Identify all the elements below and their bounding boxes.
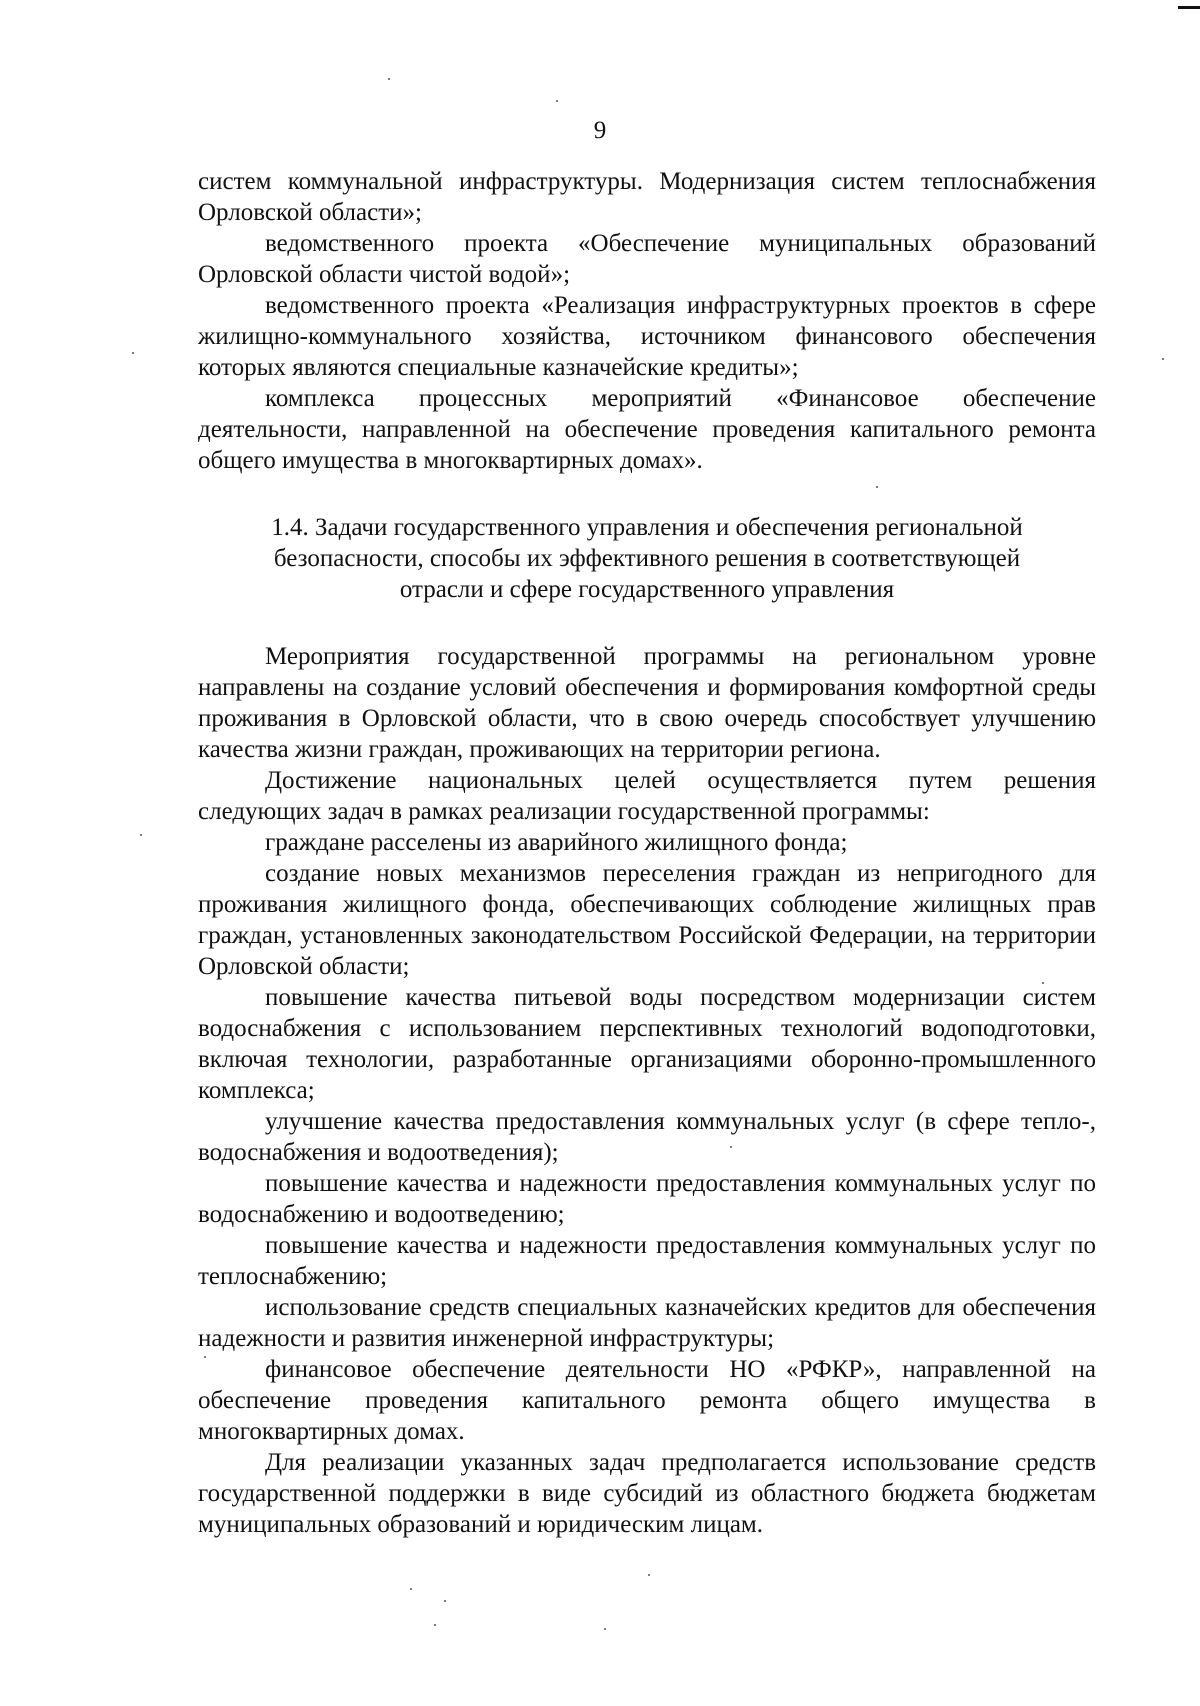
paragraph-6: улучшение качества предоставления коммунальных услуг (в сфере тепло-, водоснабжения и водоотведения); [198, 1108, 1096, 1166]
speck [388, 78, 390, 80]
speck [434, 1624, 436, 1626]
paragraph-top-4: комплекса процессных мероприятий «Финансовое обеспечение деятельности, направленной на обеспечение проведения капитального ремонта общего имущества в многоквартирных домах». [198, 385, 1096, 474]
speck [648, 1574, 650, 1576]
speck [204, 1356, 206, 1358]
speck [556, 100, 558, 102]
paragraph-top-1: систем коммунальной инфраструктуры. Модернизация систем теплоснабжения Орловской области»; [198, 168, 1096, 226]
document-body [198, 166, 1096, 1540]
paragraph-9: использование средств специальных казначейских кредитов для обеспечения надежности и развития инженерной инфраструктуры; [198, 1294, 1096, 1352]
speck [132, 352, 134, 354]
paragraph-5: повышение качества питьевой воды посредством модернизации систем водоснабжения с использованием перспективных технологий водоподготовки, включая технологии, разработанные организациями оборонно-промышленного комплекса; [198, 984, 1096, 1104]
speck [1162, 358, 1164, 360]
paragraph-10: финансовое обеспечение деятельности НО «РФКР», направленной на обеспечение проведения капитального ремонта общего имущества в многоквартирных домах. [198, 1356, 1096, 1445]
scan-edge-mark [1178, 6, 1200, 9]
speck [140, 834, 142, 836]
section-heading [198, 512, 1096, 605]
speck [730, 1146, 732, 1148]
speck [1042, 982, 1044, 984]
paragraph-7: повышение качества и надежности предоставления коммунальных услуг по водоснабжению и водоотведению; [198, 1170, 1096, 1228]
paragraph-top-3: ведомственного проекта «Реализация инфраструктурных проектов в сфере жилищно-коммунального хозяйства, источником финансового обеспечения которых являются специальные казначейские кредиты»; [198, 292, 1096, 381]
paragraph-8: повышение качества и надежности предоставления коммунальных услуг по теплоснабжению; [198, 1232, 1096, 1290]
speck [876, 486, 878, 488]
page-number: 9 [593, 117, 607, 144]
paragraph-1: Мероприятия государственной программы на региональном уровне направлены на создание условий обеспечения и формирования комфортной среды проживания в Орловской области, что в свою очередь способствует улучшению качества жизни граждан, проживающих на территории региона. [198, 643, 1096, 763]
paragraph-11: Для реализации указанных задач предполагается использование средств государственной поддержки в виде субсидий из областного бюджета бюджетам муниципальных образований и юридическим лицам. [198, 1449, 1096, 1538]
speck [604, 1628, 606, 1630]
section-heading-line-3: отрасли и сфере государственного управления [399, 576, 895, 603]
paragraph-2: Достижение национальных целей осуществляется путем решения следующих задач в рамках реализации государственной программы: [198, 767, 1096, 825]
speck [410, 1588, 412, 1590]
paragraph-top-2: ведомственного проекта «Обеспечение муниципальных образований Орловской области чистой водой»; [198, 230, 1096, 288]
section-heading-line-1: 1.4. Задачи государственного управления и обеспечения региональной [271, 514, 1023, 541]
speck [444, 1600, 446, 1602]
section-heading-line-2: безопасности, способы их эффективного решения в соответствующей [273, 545, 1021, 572]
paragraph-3: граждане расселены из аварийного жилищного фонда; [265, 829, 848, 856]
paragraph-4: создание новых механизмов переселения граждан из непригодного для проживания жилищного фонда, обеспечивающих соблюдение жилищных прав граждан, установленных законодательством Российской Федерации, на территории Орловской области; [198, 860, 1096, 980]
